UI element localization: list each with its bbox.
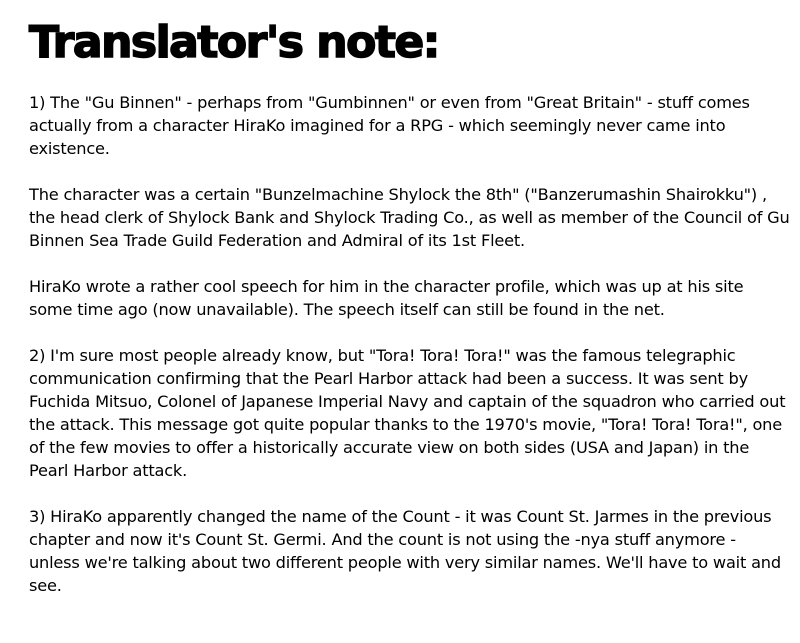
note-paragraph-2: The character was a certain "Bunzelmachine Shylock the 8th" ("Banzerumashin Shairokku") , the head clerk of Shylock Bank and Shylock Trading Co., as well as member of the Council of Gu Binnen Sea Trade Guild Federation and Admiral of its 1st Fleet. (29, 185, 790, 250)
note-paragraph-3: HiraKo wrote a rather cool speech for him in the character profile, which was up at his site some time ago (now unavailable). The speech itself can still be found in the net. (29, 277, 744, 319)
note-paragraph-4: 2) I'm sure most people already know, but "Tora! Tora! Tora!" was the famous telegraphic communication confirming that the Pearl Harbor attack had been a success. It was sent by Fuchida Mitsuo, Colonel of Japanese Imperial Navy and captain of the squadron who carried out the attack. This message got quite popular thanks to the 1970's movie, "Tora! Tora! Tora!", one of the few movies to offer a historically accurate view on both sides (USA and Japan) in the Pearl Harbor attack. (29, 346, 786, 480)
translator-note-page (29, 14, 791, 620)
note-paragraph-1: 1) The "Gu Binnen" - perhaps from "Gumbinnen" or even from "Great Britain" - stuff comes actually from a character HiraKo imagined for a RPG - which seemingly never came into existence. (29, 93, 750, 158)
page-title: Translator's note: (29, 17, 439, 68)
note-paragraph-5: 3) HiraKo apparently changed the name of the Count - it was Count St. Jarmes in the previous chapter and now it's Count St. Germi. And the count is not using the -nya stuff anymore - unless we're talking about two different people with very similar names. We'll have to wait and see. (29, 507, 781, 595)
